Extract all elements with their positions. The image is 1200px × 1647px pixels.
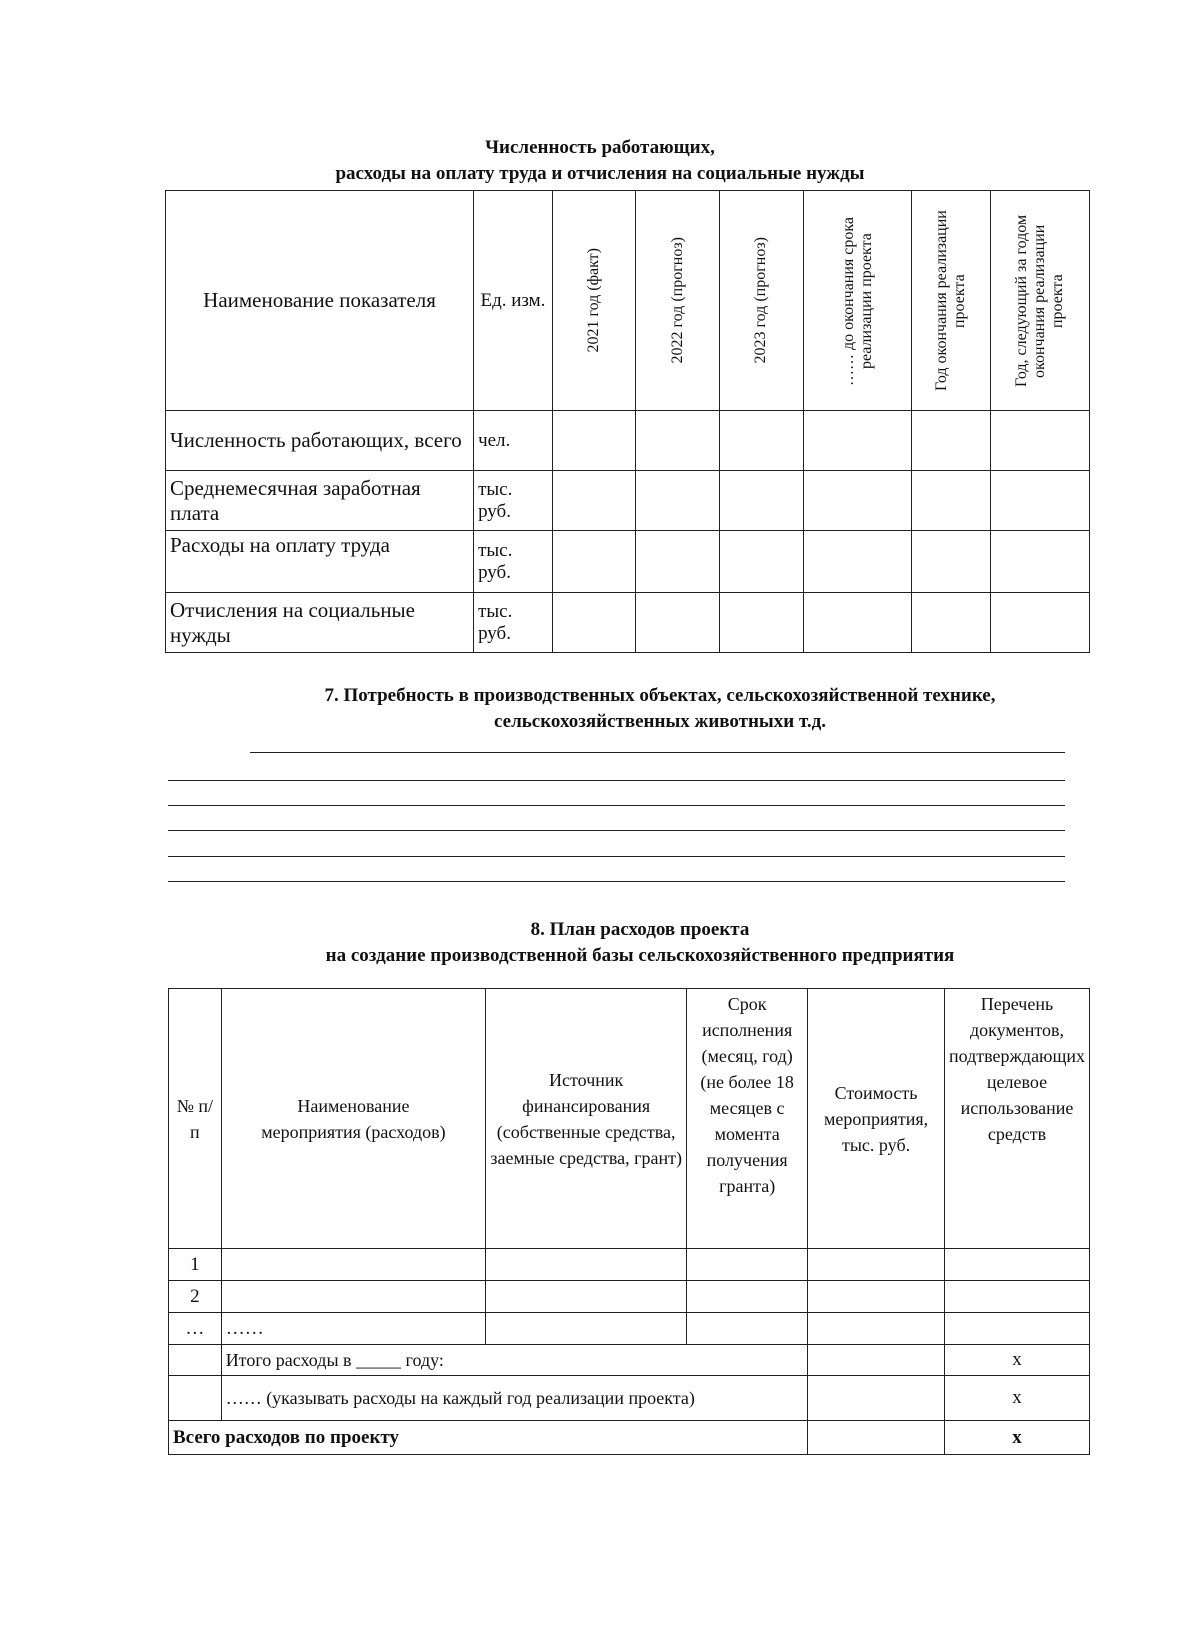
row-number: 1 [169, 1249, 222, 1281]
header-cell: Год окончания реализации проекта [933, 210, 969, 391]
row-number: … [169, 1313, 222, 1345]
subtotal-label: Итого расходы в _____ году: [221, 1345, 807, 1376]
per-year-label: …… (указывать расходы на каждый год реализации проекта) [221, 1376, 807, 1421]
row-unit: чел. [474, 411, 553, 471]
blank-line [168, 830, 1065, 831]
header-cell: Год, следующий за годом окончания реализации проекта [1013, 214, 1067, 387]
header-cell: № п/п [169, 989, 222, 1249]
header-cell: Ед. изм. [474, 191, 553, 411]
section7-title [0, 683, 1200, 735]
table-row [169, 1249, 1090, 1281]
row-number: 2 [169, 1281, 222, 1313]
x-mark: x [944, 1421, 1089, 1455]
title-line: расходы на оплату труда и отчисления на социальные нужды [335, 163, 865, 184]
row-unit: тыс. руб. [474, 593, 553, 653]
header-cell: Срок исполнения (месяц, год) (не более 18 месяцев с момента получения гранта) [687, 989, 808, 1249]
row-name: …… [221, 1313, 485, 1345]
blank-line [168, 780, 1065, 781]
blank-line [168, 856, 1065, 857]
header-cell: 2022 год (прогноз) [668, 237, 686, 364]
section8-title [0, 917, 1200, 969]
table-row [166, 593, 1090, 653]
x-mark: x [944, 1376, 1089, 1421]
table-row [166, 531, 1090, 593]
title-line: сельскохозяйственных животныхи т.д. [494, 711, 826, 732]
row-name [221, 1249, 485, 1281]
subtotal-row [169, 1345, 1090, 1376]
header-cell: 2021 год (факт) [585, 248, 603, 353]
row-name: Расходы на оплату труда [166, 531, 474, 593]
row-name: Отчисления на социальные нужды [166, 593, 474, 653]
header-cell: Перечень документов, подтверждающих целевое использование средств [944, 989, 1089, 1249]
table-row [166, 471, 1090, 531]
title-line: Численность работающих, [485, 137, 715, 158]
expense-plan-table [168, 988, 1090, 1455]
blank-line [250, 752, 1065, 753]
row-name [221, 1281, 485, 1313]
blank-line [168, 805, 1065, 806]
table-row [169, 1313, 1090, 1345]
header-cell: Стоимость мероприятия, тыс. руб. [808, 989, 945, 1249]
header-cell: …… до окончания срока реализации проекта [839, 215, 875, 386]
row-name: Среднемесячная заработная плата [166, 471, 474, 531]
total-label: Всего расходов по проекту [169, 1421, 808, 1455]
total-row [169, 1421, 1090, 1455]
title-line: на создание производственной базы сельскохозяйственного предприятия [325, 945, 955, 966]
title-line: 7. Потребность в производственных объектах, сельскохозяйственной технике, [324, 685, 996, 706]
header-cell: Наименование показателя [166, 191, 474, 411]
per-year-row [169, 1376, 1090, 1421]
row-unit: тыс. руб. [474, 471, 553, 531]
table-header-row [166, 191, 1090, 411]
blank-line [168, 881, 1065, 882]
table-header-row [169, 989, 1090, 1249]
header-cell: 2023 год (прогноз) [752, 237, 770, 364]
row-unit: тыс. руб. [474, 531, 553, 593]
header-cell: Источник финансирования (собственные средства, заемные средства, грант) [486, 989, 687, 1249]
section6-title [0, 135, 1200, 187]
header-cell: Наименование мероприятия (расходов) [221, 989, 485, 1249]
table-row [166, 411, 1090, 471]
x-mark: x [944, 1345, 1089, 1376]
row-name: Численность работающих, всего [166, 411, 474, 471]
table-row [169, 1281, 1090, 1313]
staff-table [165, 190, 1090, 653]
title-line: 8. План расходов проекта [530, 919, 750, 940]
